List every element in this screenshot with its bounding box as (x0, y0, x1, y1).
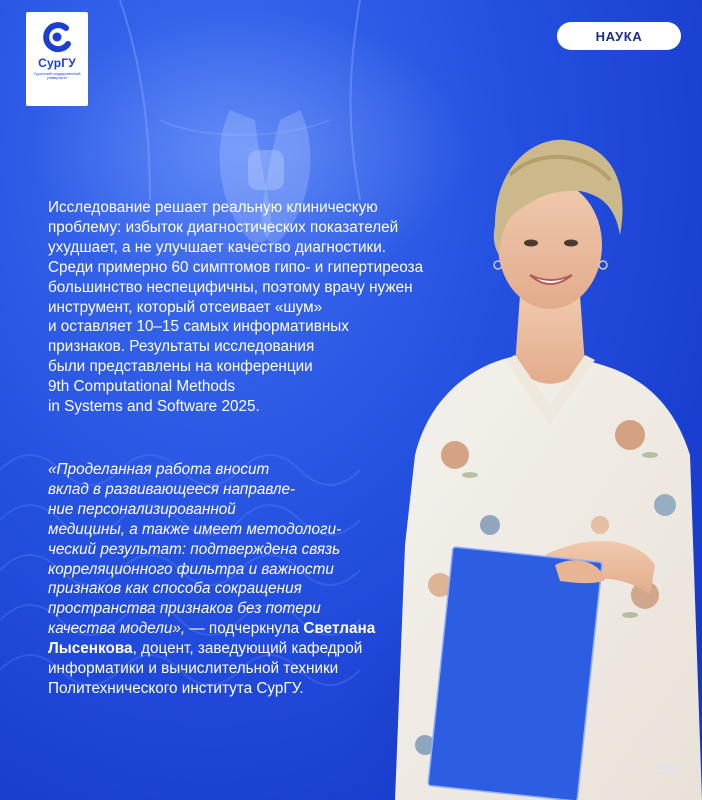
speaker-first-name: Светлана (303, 620, 376, 638)
quote-line: ческий результат: подтверждена связь (48, 540, 341, 558)
body-line: Среди примерно 60 симптомов гипо- и гипертиреоза (48, 258, 424, 276)
article-body (48, 198, 518, 417)
quote-attribution-line (48, 619, 448, 639)
university-logo (26, 12, 88, 106)
speaker-line (48, 639, 448, 659)
body-line: признаков. Результаты исследования (48, 338, 315, 356)
body-line: in Systems and Software 2025. (48, 398, 260, 416)
quote-block (48, 460, 448, 699)
body-line: были представлены на конференции (48, 358, 313, 376)
attribution-line: Политехнического института СурГУ. (48, 679, 304, 697)
quote-line: корреляционного фильтра и важности (48, 560, 334, 578)
quote-line: пространства признаков без потери (48, 600, 321, 618)
body-line: и оставляет 10–15 самых информативных (48, 318, 349, 336)
quote-line: признаков как способа сокращения (48, 580, 302, 598)
page-indicator: 2/9 (656, 761, 676, 777)
quote-line: вклад в развивающееся направле- (48, 480, 296, 498)
logo-name: СурГУ (38, 56, 76, 70)
quote-last-fragment: качества модели», (48, 620, 190, 638)
attribution-line: информатики и вычислительной техники (48, 660, 339, 678)
body-line: 9th Computational Methods (48, 378, 236, 396)
body-line: проблему: избыток диагностических показателей (48, 218, 399, 236)
logo-subtitle: Сургутский государственный университет (33, 72, 81, 80)
body-line: ухудшает, а не улучшает качество диагностики. (48, 238, 387, 256)
category-tag: НАУКА (557, 22, 681, 50)
logo-mark-icon (40, 20, 74, 54)
speaker-last-name: Лысенкова (48, 640, 133, 658)
body-line: инструмент, который отсеивает «шум» (48, 298, 323, 316)
body-line: большинство неспецифичны, поэтому врачу нужен (48, 278, 413, 296)
quote-line: ние персонализированной (48, 500, 236, 518)
quote-line: «Проделанная работа вносит (48, 461, 270, 478)
quote-dash: — подчеркнула (189, 620, 304, 638)
speaker-position: , доцент, заведующий кафедрой (132, 640, 363, 658)
body-line: Исследование решает реальную клиническую (48, 199, 378, 216)
quote-line: медицины, а также имеет методологи- (48, 520, 342, 538)
